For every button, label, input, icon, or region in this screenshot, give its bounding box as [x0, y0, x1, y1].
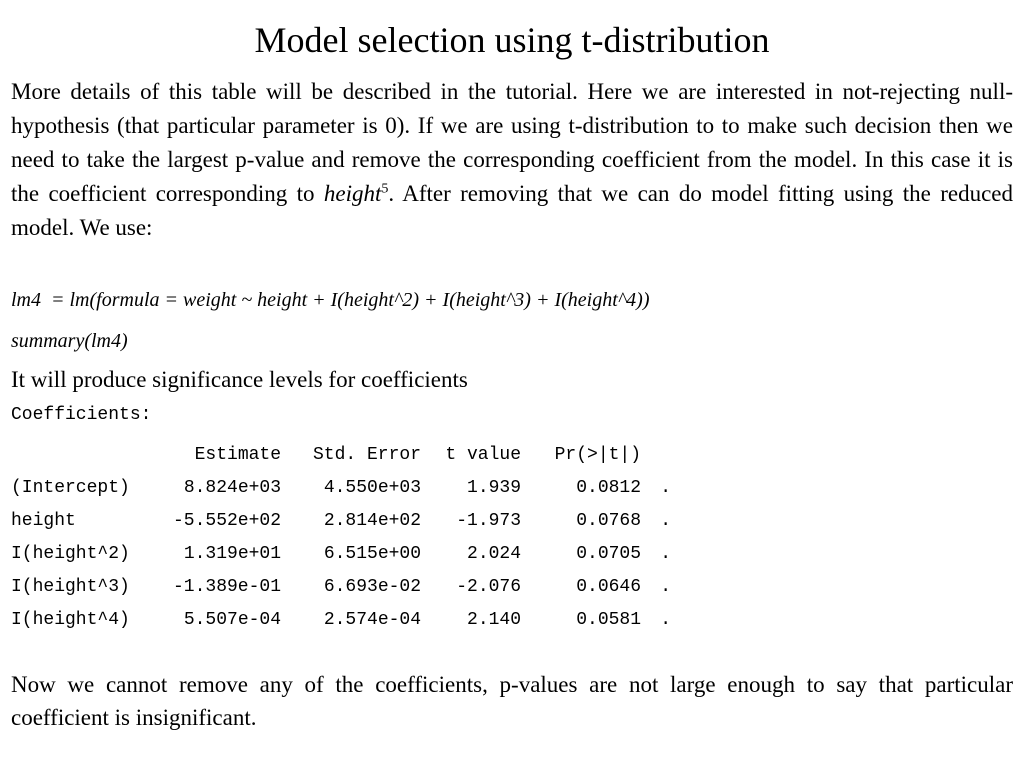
- header-estimate: Estimate: [194, 444, 282, 465]
- table-header-row: [11, 438, 671, 471]
- intro-text-after: . After removing that we can do model fitting using the reduced model. We use:: [11, 181, 1014, 240]
- cell-term: I(height^3): [11, 576, 130, 597]
- header-t-value: t value: [445, 444, 522, 465]
- cell-term: (Intercept): [11, 477, 130, 498]
- table-row: [11, 603, 671, 636]
- cell-estimate: -1.389e-01: [173, 576, 282, 597]
- cell-term: I(height^2): [11, 543, 130, 564]
- cell-term: I(height^4): [11, 609, 130, 630]
- header-std-error: Std. Error: [313, 444, 422, 465]
- code-line-lm4: lm4 = lm(formula = weight ~ height + I(height^2) + I(height^3) + I(height^4)): [11, 289, 650, 311]
- cell-p-value: 0.0646: [576, 576, 642, 597]
- cell-estimate: 8.824e+03: [183, 477, 282, 498]
- table-row: [11, 537, 671, 570]
- table-row: [11, 471, 671, 504]
- cell-std-error: 6.693e-02: [323, 576, 422, 597]
- cell-estimate: 5.507e-04: [183, 609, 282, 630]
- cell-signif: .: [660, 609, 672, 630]
- intro-paragraph: [11, 75, 1013, 245]
- table-row: [11, 504, 671, 537]
- cell-estimate: 1.319e+01: [183, 543, 282, 564]
- significance-note: It will produce significance levels for coefficients: [11, 367, 468, 392]
- coefficients-table: [11, 438, 671, 636]
- cell-p-value: 0.0812: [576, 477, 642, 498]
- cell-std-error: 2.814e+02: [323, 510, 422, 531]
- cell-std-error: 6.515e+00: [323, 543, 422, 564]
- cell-signif: .: [660, 477, 672, 498]
- cell-t-value: -1.973: [456, 510, 522, 531]
- cell-std-error: 2.574e-04: [323, 609, 422, 630]
- coefficients-label: Coefficients:: [11, 405, 152, 425]
- cell-p-value: 0.0768: [576, 510, 642, 531]
- cell-term: height: [11, 510, 76, 531]
- cell-signif: .: [660, 576, 672, 597]
- intro-text-before: More details of this table will be described in the tutorial. Here we are interested in not-rejecting null-hypothesis (that particular parameter is 0). If we are using t-distribution to to make such decision then we need to take the largest p-value and remove the corresponding coefficient from the model. In this case it is the coefficient corresponding to: [11, 79, 1013, 206]
- table-row: [11, 570, 671, 603]
- cell-t-value: -2.076: [456, 576, 522, 597]
- cell-signif: .: [660, 543, 672, 564]
- cell-p-value: 0.0581: [576, 609, 642, 630]
- header-signif: [641, 438, 671, 471]
- page-title: Model selection using t-distribution: [254, 20, 770, 60]
- cell-signif: .: [660, 510, 672, 531]
- cell-estimate: -5.552e+02: [173, 510, 282, 531]
- cell-t-value: 1.939: [467, 477, 522, 498]
- header-p-value: Pr(>|t|): [554, 444, 642, 465]
- conclusion-paragraph: Now we cannot remove any of the coefficients, p-values are not large enough to say that particular coefficient is insignificant.: [11, 672, 1013, 730]
- cell-p-value: 0.0705: [576, 543, 642, 564]
- code-line-summary: summary(lm4): [11, 330, 128, 352]
- intro-term: height: [323, 181, 382, 206]
- cell-t-value: 2.140: [467, 609, 522, 630]
- intro-exponent: 5: [381, 181, 389, 197]
- cell-t-value: 2.024: [467, 543, 522, 564]
- cell-std-error: 4.550e+03: [323, 477, 422, 498]
- header-term: [11, 438, 173, 471]
